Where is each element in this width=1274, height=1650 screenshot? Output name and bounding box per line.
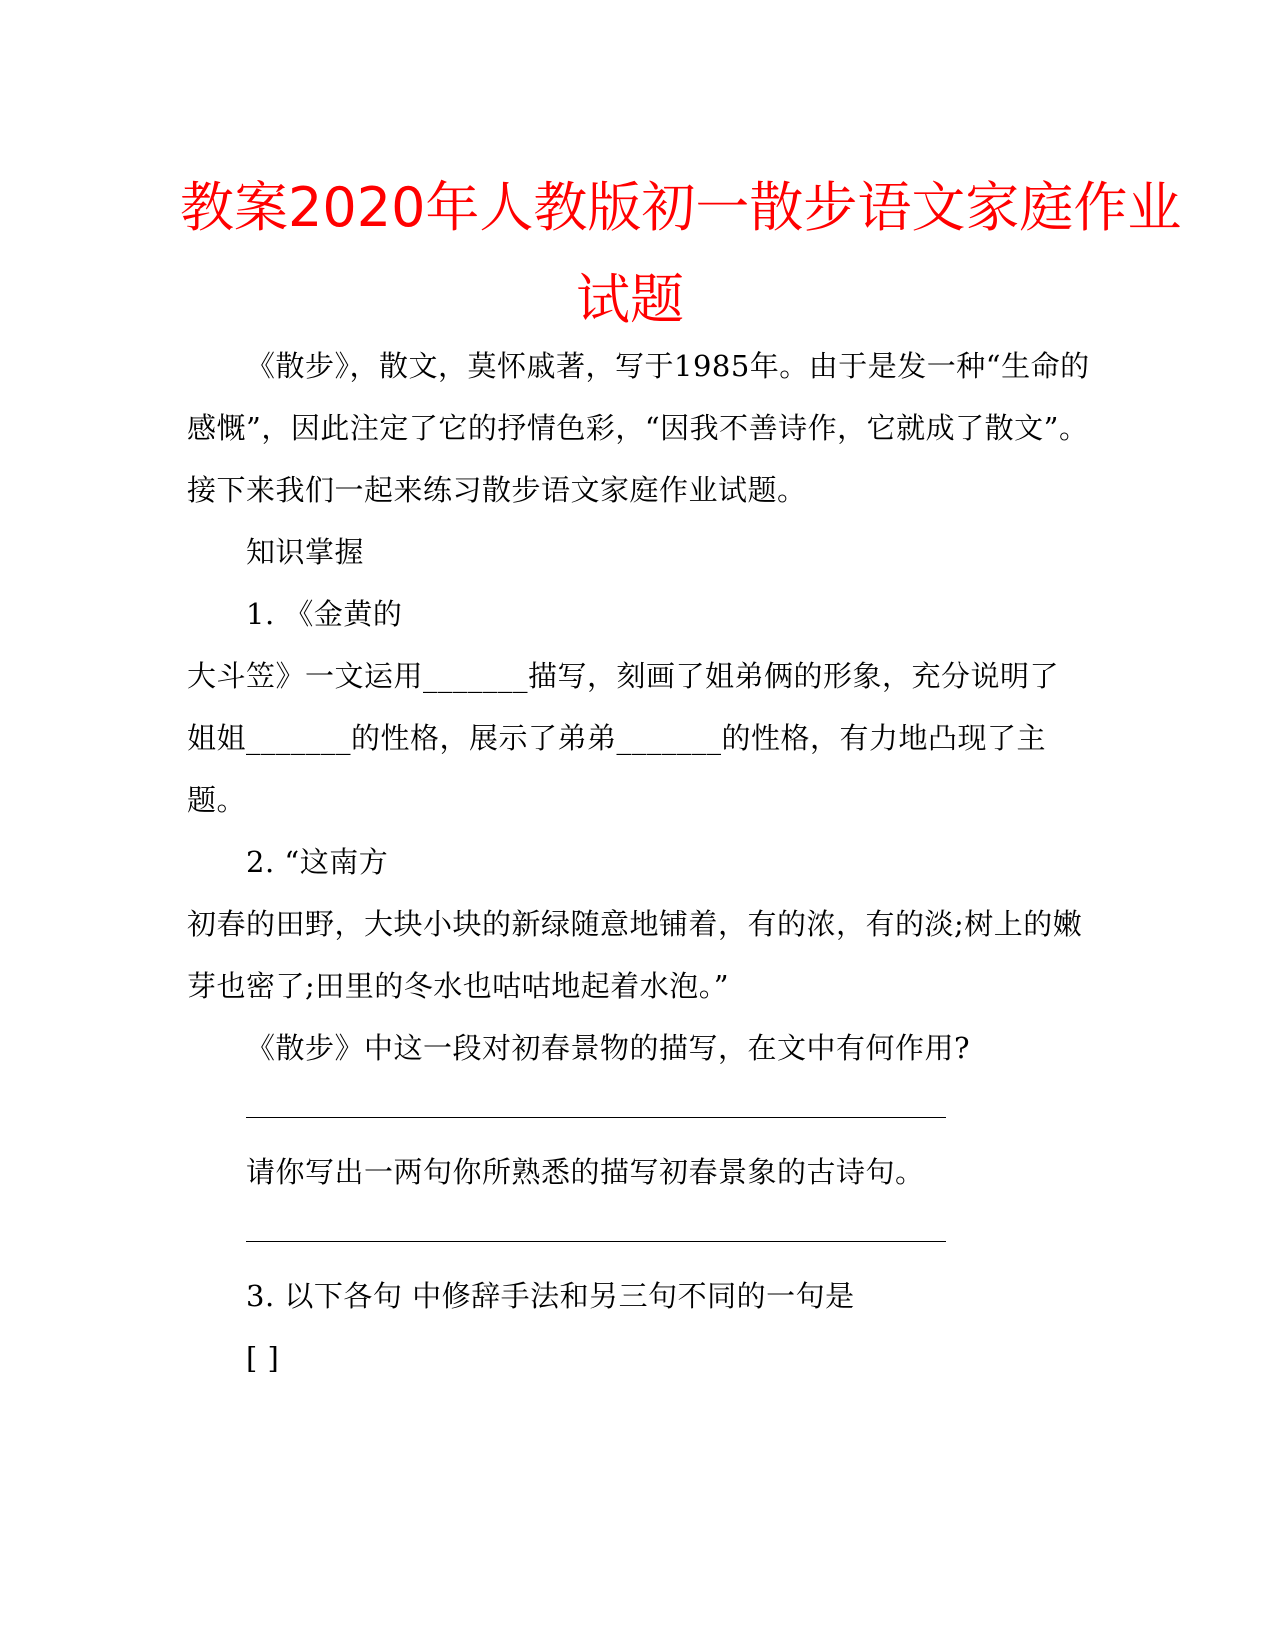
question-2-line-3: 芽也密了;田里的冬水也咕咕地起着水泡。” [187, 969, 730, 1003]
section-heading: 知识掌握 [246, 535, 365, 569]
question-2-line-2: 初春的田野，大块小块的新绿随意地铺着，有的浓，有的淡;树上的嫩 [187, 907, 1083, 941]
question-3-line-1: 3. 以下各句 中修辞手法和另三句不同的一句是 [246, 1279, 855, 1313]
question-1-line-3: 姐姐_______的性格，展示了弟弟_______的性格，有力地凸现了主 [187, 721, 1047, 755]
document-title-line-2: 试题 [576, 268, 684, 331]
intro-line-1: 《散步》，散文，莫怀戚著，写于1985年。由于是发一种“生命的 [246, 349, 1090, 383]
document-title-line-1: 教案2020年人教版初一散步语文家庭作业 [180, 176, 1182, 239]
question-3-answer-bracket: [ ] [246, 1341, 280, 1375]
question-2-subquestion-1: 《散步》中这一段对初春景物的描写，在文中有何作用? [246, 1031, 971, 1065]
question-1-line-4: 题。 [187, 783, 247, 817]
intro-line-3: 接下来我们一起来练习散步语文家庭作业试题。 [187, 473, 807, 507]
question-2-line-1: 2. “这南方 [246, 845, 389, 879]
question-2-subquestion-2: 请你写出一两句你所熟悉的描写初春景象的古诗句。 [246, 1155, 925, 1189]
answer-line-2 [246, 1241, 946, 1242]
question-1-line-1: 1. 《金黄的 [246, 597, 403, 631]
question-1-line-2: 大斗笠》一文运用_______描写，刻画了姐弟俩的形象，充分说明了 [187, 659, 1060, 693]
intro-line-2: 感慨”，因此注定了它的抒情色彩，“因我不善诗作，它就成了散文”。 [187, 411, 1089, 445]
answer-line-1 [246, 1117, 946, 1118]
